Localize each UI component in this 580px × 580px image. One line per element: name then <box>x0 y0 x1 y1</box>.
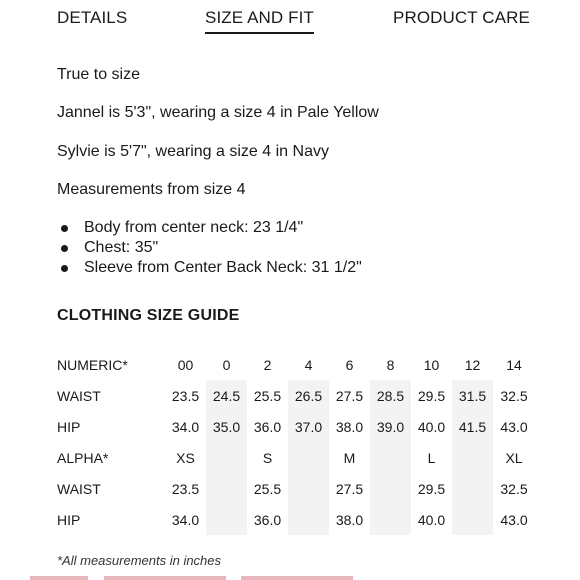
table-cell: 38.0 <box>335 511 364 528</box>
list-item <box>57 238 362 258</box>
table-cell <box>288 442 329 473</box>
table-row <box>57 380 535 411</box>
fit-model-1: Jannel is 5'3", wearing a size 4 in Pale Yellow <box>57 104 379 121</box>
table-cell: 29.5 <box>417 480 446 497</box>
measurements-footnote: *All measurements in inches <box>57 553 222 568</box>
measurement-text: Sleeve from Center Back Neck: 31 1/2" <box>84 259 362 276</box>
measurements-list <box>57 218 362 278</box>
table-cell: 40.0 <box>417 511 446 528</box>
table-cell: 10 <box>423 356 440 373</box>
fit-model-2: Sylvie is 5'7", wearing a size 4 in Navy <box>57 143 329 160</box>
table-cell: 6 <box>345 356 354 373</box>
table-cell <box>452 473 493 504</box>
table-cell <box>452 442 493 473</box>
row-label: HIP <box>57 418 81 435</box>
table-cell: 27.5 <box>335 480 364 497</box>
row-label: WAIST <box>57 387 101 404</box>
table-cell: XL <box>505 449 523 466</box>
list-item <box>57 218 362 238</box>
bullet-icon <box>61 265 68 272</box>
table-cell <box>370 473 411 504</box>
table-cell: 39.0 <box>376 418 405 435</box>
table-cell: 25.5 <box>253 480 282 497</box>
cropped-swatch <box>30 576 88 580</box>
table-cell: 12 <box>464 356 481 373</box>
table-cell: 0 <box>222 356 231 373</box>
table-row <box>57 442 535 473</box>
table-cell: 41.5 <box>458 418 487 435</box>
table-row <box>57 473 535 504</box>
measurements-heading: Measurements from size 4 <box>57 181 246 198</box>
table-cell: 26.5 <box>294 387 323 404</box>
tab-details[interactable]: DETAILS <box>57 8 128 27</box>
table-cell: 23.5 <box>171 480 200 497</box>
table-cell <box>452 504 493 535</box>
size-guide-title: CLOTHING SIZE GUIDE <box>57 307 240 324</box>
tab-bar <box>0 8 580 36</box>
row-label: NUMERIC* <box>57 356 128 373</box>
table-cell <box>370 442 411 473</box>
table-cell: L <box>427 449 436 466</box>
table-cell <box>288 504 329 535</box>
table-cell: 38.0 <box>335 418 364 435</box>
table-cell: 34.0 <box>171 511 200 528</box>
table-cell: 43.0 <box>500 511 528 528</box>
table-cell: 43.0 <box>500 418 528 435</box>
table-cell: 28.5 <box>376 387 405 404</box>
cropped-swatch <box>104 576 226 580</box>
table-cell: 23.5 <box>171 387 200 404</box>
table-row <box>57 411 535 442</box>
table-row <box>57 349 535 380</box>
table-cell: 25.5 <box>253 387 282 404</box>
table-cell: 24.5 <box>212 387 241 404</box>
row-label: ALPHA* <box>57 449 109 466</box>
table-cell: 2 <box>263 356 272 373</box>
table-cell <box>206 504 247 535</box>
table-cell: 32.5 <box>500 387 528 404</box>
table-cell: 37.0 <box>294 418 323 435</box>
list-item <box>57 258 362 278</box>
table-cell: 36.0 <box>253 511 282 528</box>
table-cell: S <box>262 449 273 466</box>
table-cell <box>370 504 411 535</box>
cropped-swatch <box>241 576 353 580</box>
bullet-icon <box>61 225 68 232</box>
fit-true-to-size: True to size <box>57 66 140 83</box>
table-cell <box>206 473 247 504</box>
tab-product-care[interactable]: PRODUCT CARE <box>393 8 530 27</box>
table-row <box>57 504 535 535</box>
table-cell <box>206 442 247 473</box>
table-cell: 27.5 <box>335 387 364 404</box>
table-cell: 14 <box>506 356 522 373</box>
table-cell: 31.5 <box>458 387 487 404</box>
table-cell: 8 <box>386 356 395 373</box>
table-cell: XS <box>176 449 195 466</box>
table-cell: 34.0 <box>171 418 200 435</box>
table-cell: 36.0 <box>253 418 282 435</box>
tab-size-and-fit[interactable]: SIZE AND FIT <box>205 8 314 34</box>
table-cell: 35.0 <box>212 418 241 435</box>
bullet-icon <box>61 245 68 252</box>
table-cell <box>288 473 329 504</box>
table-cell: M <box>343 449 356 466</box>
size-guide-table <box>57 349 535 535</box>
table-cell: 00 <box>177 356 194 373</box>
table-cell: 29.5 <box>417 387 446 404</box>
table-cell: 32.5 <box>500 480 528 497</box>
table-cell: 4 <box>304 356 313 373</box>
measurement-text: Body from center neck: 23 1/4" <box>84 219 304 236</box>
row-label: WAIST <box>57 480 101 497</box>
row-label: HIP <box>57 511 81 528</box>
measurement-text: Chest: 35" <box>84 239 159 256</box>
table-cell: 40.0 <box>417 418 446 435</box>
